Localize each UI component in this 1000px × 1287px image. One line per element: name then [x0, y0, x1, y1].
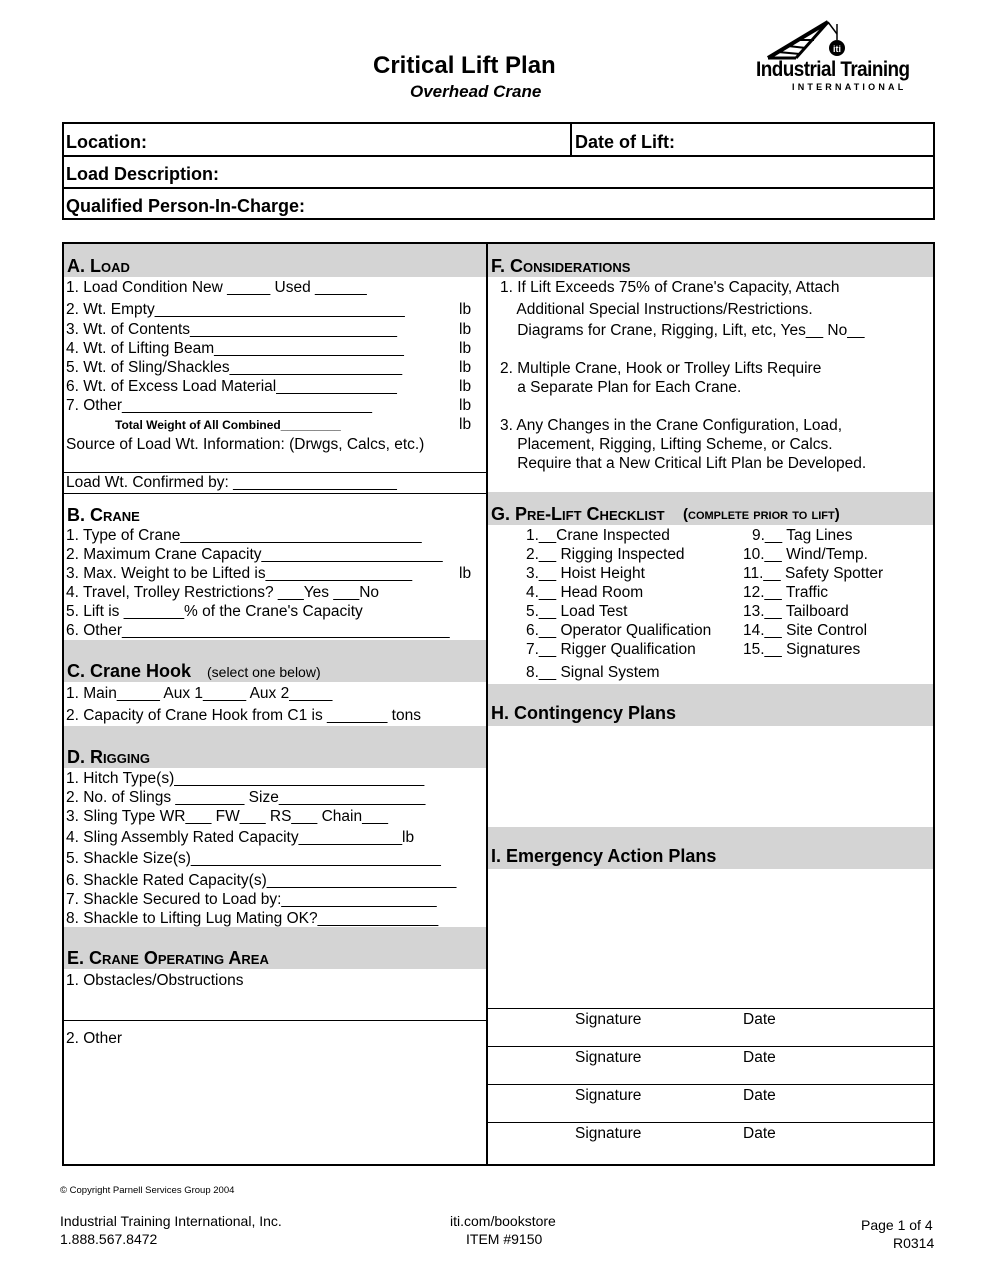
emergency-plans-area[interactable] — [488, 870, 933, 1007]
checklist-item-3[interactable]: 3.__ Hoist Height — [526, 565, 645, 582]
svg-text:iti: iti — [833, 44, 841, 54]
contingency-plans-area[interactable] — [488, 727, 933, 826]
checklist-item-7[interactable]: 7.__ Rigger Qualification — [526, 641, 696, 658]
load-item-4[interactable]: 4. Wt. of Lifting Beam______________________ — [66, 340, 404, 357]
footer-company: Industrial Training International, Inc. — [60, 1213, 282, 1229]
date-label-4[interactable]: Date — [743, 1125, 776, 1142]
crane-item-4[interactable]: 4. Travel, Trolley Restrictions? ___Yes ___No — [66, 584, 380, 601]
revision-code: R0314 — [893, 1235, 935, 1251]
consideration-2-line-1: 2. Multiple Crane, Hook or Trolley Lifts Require — [500, 360, 822, 377]
qualified-person-field[interactable]: Qualified Person-In-Charge: — [66, 196, 306, 216]
load-unit-7: lb — [459, 397, 472, 414]
section-emergency-title: I. Emergency Action Plans — [491, 846, 717, 866]
logo-subtext: INTERNATIONAL — [792, 82, 907, 92]
signature-label-2[interactable]: Signature — [575, 1049, 642, 1066]
load-unit-6: lb — [459, 378, 472, 395]
checklist-item-14[interactable]: 14.__ Site Control — [743, 622, 868, 639]
page-number: Page 1 of 4 — [861, 1217, 933, 1233]
consideration-1-line-1: 1. If Lift Exceeds 75% of Crane's Capacity, Attach — [500, 279, 840, 296]
logo-text: Industrial Training — [756, 58, 910, 81]
signature-label-4[interactable]: Signature — [575, 1125, 642, 1142]
rigging-item-1[interactable]: 1. Hitch Type(s)_____________________________ — [66, 770, 425, 787]
checklist-note: (complete prior to lift) — [683, 506, 840, 523]
load-item-6[interactable]: 6. Wt. of Excess Load Material______________ — [66, 378, 397, 395]
section-crane-hook-title: C. Crane Hook — [67, 661, 192, 681]
rigging-item-4[interactable]: 4. Sling Assembly Rated Capacity____________lb — [66, 829, 415, 846]
page-title: Critical Lift Plan — [373, 52, 556, 79]
footer-url[interactable]: iti.com/bookstore — [450, 1213, 556, 1229]
checklist-item-10[interactable]: 10.__ Wind/Temp. — [743, 546, 868, 563]
section-operating-area-title: E. Crane Operating Area — [67, 948, 269, 968]
consideration-3-line-1: 3. Any Changes in the Crane Configuration, Load, — [500, 417, 843, 434]
date-label-3[interactable]: Date — [743, 1087, 776, 1104]
section-considerations-title: F. Considerations — [491, 256, 631, 276]
signature-label-1[interactable]: Signature — [575, 1011, 642, 1028]
load-unit-3: lb — [459, 321, 472, 338]
checklist-item-11[interactable]: 11.__ Safety Spotter — [743, 565, 884, 582]
date-label-2[interactable]: Date — [743, 1049, 776, 1066]
footer-phone: 1.888.567.8472 — [60, 1231, 158, 1247]
section-checklist-title: G. Pre-Lift Checklist — [491, 504, 665, 524]
consideration-2-line-2: a Separate Plan for Each Crane. — [500, 379, 742, 396]
operating-area-obstacles[interactable]: 1. Obstacles/Obstructions — [66, 972, 244, 989]
consideration-3-line-3: Require that a New Critical Lift Plan be Developed. — [500, 455, 867, 472]
crane-hook-item-1[interactable]: 1. Main_____ Aux 1_____ Aux 2_____ — [66, 685, 333, 702]
copyright: © Copyright Parnell Services Group 2004 — [60, 1185, 235, 1196]
load-source[interactable]: Source of Load Wt. Information: (Drwgs, Calcs, etc.) — [66, 436, 425, 453]
location-field[interactable]: Location: — [66, 132, 147, 152]
checklist-item-8[interactable]: 8.__ Signal System — [526, 664, 660, 681]
section-rigging-title: D. Rigging — [67, 747, 150, 767]
crane-item-3[interactable]: 3. Max. Weight to be Lifted is_________________ — [66, 565, 413, 582]
load-unit-2: lb — [459, 301, 472, 318]
crane-item-6[interactable]: 6. Other______________________________________ — [66, 622, 450, 639]
load-total[interactable]: Total Weight of All Combined_________ — [115, 418, 341, 432]
checklist-item-12[interactable]: 12.__ Traffic — [743, 584, 829, 601]
rigging-item-8[interactable]: 8. Shackle to Lifting Lug Mating OK?______________ — [66, 910, 439, 927]
crane-hook-note: (select one below) — [207, 664, 321, 680]
date-of-lift-field[interactable]: Date of Lift: — [575, 132, 675, 152]
checklist-item-9[interactable]: 9.__ Tag Lines — [752, 527, 853, 544]
signature-label-3[interactable]: Signature — [575, 1087, 642, 1104]
rigging-item-5[interactable]: 5. Shackle Size(s)_____________________________ — [66, 850, 441, 867]
rigging-item-6[interactable]: 6. Shackle Rated Capacity(s)______________________ — [66, 872, 457, 889]
consideration-1-line-3[interactable]: Diagrams for Crane, Rigging, Lift, etc, Yes__ No__ — [500, 322, 865, 339]
checklist-item-4[interactable]: 4.__ Head Room — [526, 584, 644, 601]
rigging-item-7[interactable]: 7. Shackle Secured to Load by:__________________ — [66, 891, 437, 908]
crane-unit-3: lb — [459, 565, 472, 582]
checklist-item-6[interactable]: 6.__ Operator Qualification — [526, 622, 712, 639]
load-item-7[interactable]: 7. Other_____________________________ — [66, 397, 372, 414]
load-item-1[interactable]: 1. Load Condition New _____ Used ______ — [66, 279, 367, 296]
load-unit-4: lb — [459, 340, 472, 357]
operating-area-other[interactable]: 2. Other — [66, 1030, 122, 1047]
load-item-5[interactable]: 5. Wt. of Sling/Shackles____________________ — [66, 359, 403, 376]
load-confirmed[interactable]: Load Wt. Confirmed by: ___________________ — [66, 474, 397, 491]
load-item-2[interactable]: 2. Wt. Empty_____________________________ — [66, 301, 405, 318]
section-crane-title: B. Crane — [67, 505, 140, 525]
load-item-3[interactable]: 3. Wt. of Contents________________________ — [66, 321, 397, 338]
crane-item-2[interactable]: 2. Maximum Crane Capacity_____________________ — [66, 546, 443, 563]
checklist-item-1[interactable]: 1.__Crane Inspected — [526, 527, 670, 544]
checklist-item-13[interactable]: 13.__ Tailboard — [743, 603, 849, 620]
rigging-item-2[interactable]: 2. No. of Slings ________ Size_________________ — [66, 789, 426, 806]
section-load-title: A. Load — [67, 256, 130, 276]
checklist-item-5[interactable]: 5.__ Load Test — [526, 603, 628, 620]
crane-item-5[interactable]: 5. Lift is _______% of the Crane's Capacity — [66, 603, 363, 620]
load-unit-5: lb — [459, 359, 472, 376]
load-description-field[interactable]: Load Description: — [66, 164, 220, 184]
company-logo — [756, 18, 941, 98]
load-total-unit: lb — [459, 416, 472, 433]
page-subtitle: Overhead Crane — [410, 82, 542, 101]
consideration-3-line-2: Placement, Rigging, Lifting Scheme, or Calcs. — [500, 436, 833, 453]
crane-hook-item-2[interactable]: 2. Capacity of Crane Hook from C1 is _______ tons — [66, 707, 421, 724]
section-contingency-title: H. Contingency Plans — [491, 703, 677, 723]
checklist-item-15[interactable]: 15.__ Signatures — [743, 641, 861, 658]
crane-item-1[interactable]: 1. Type of Crane____________________________ — [66, 527, 422, 544]
date-label-1[interactable]: Date — [743, 1011, 776, 1028]
footer-item: ITEM #9150 — [466, 1231, 543, 1247]
consideration-1-line-2: Additional Special Instructions/Restrictions. — [500, 301, 813, 318]
checklist-item-2[interactable]: 2.__ Rigging Inspected — [526, 546, 685, 563]
rigging-item-3[interactable]: 3. Sling Type WR___ FW___ RS___ Chain___ — [66, 808, 388, 825]
